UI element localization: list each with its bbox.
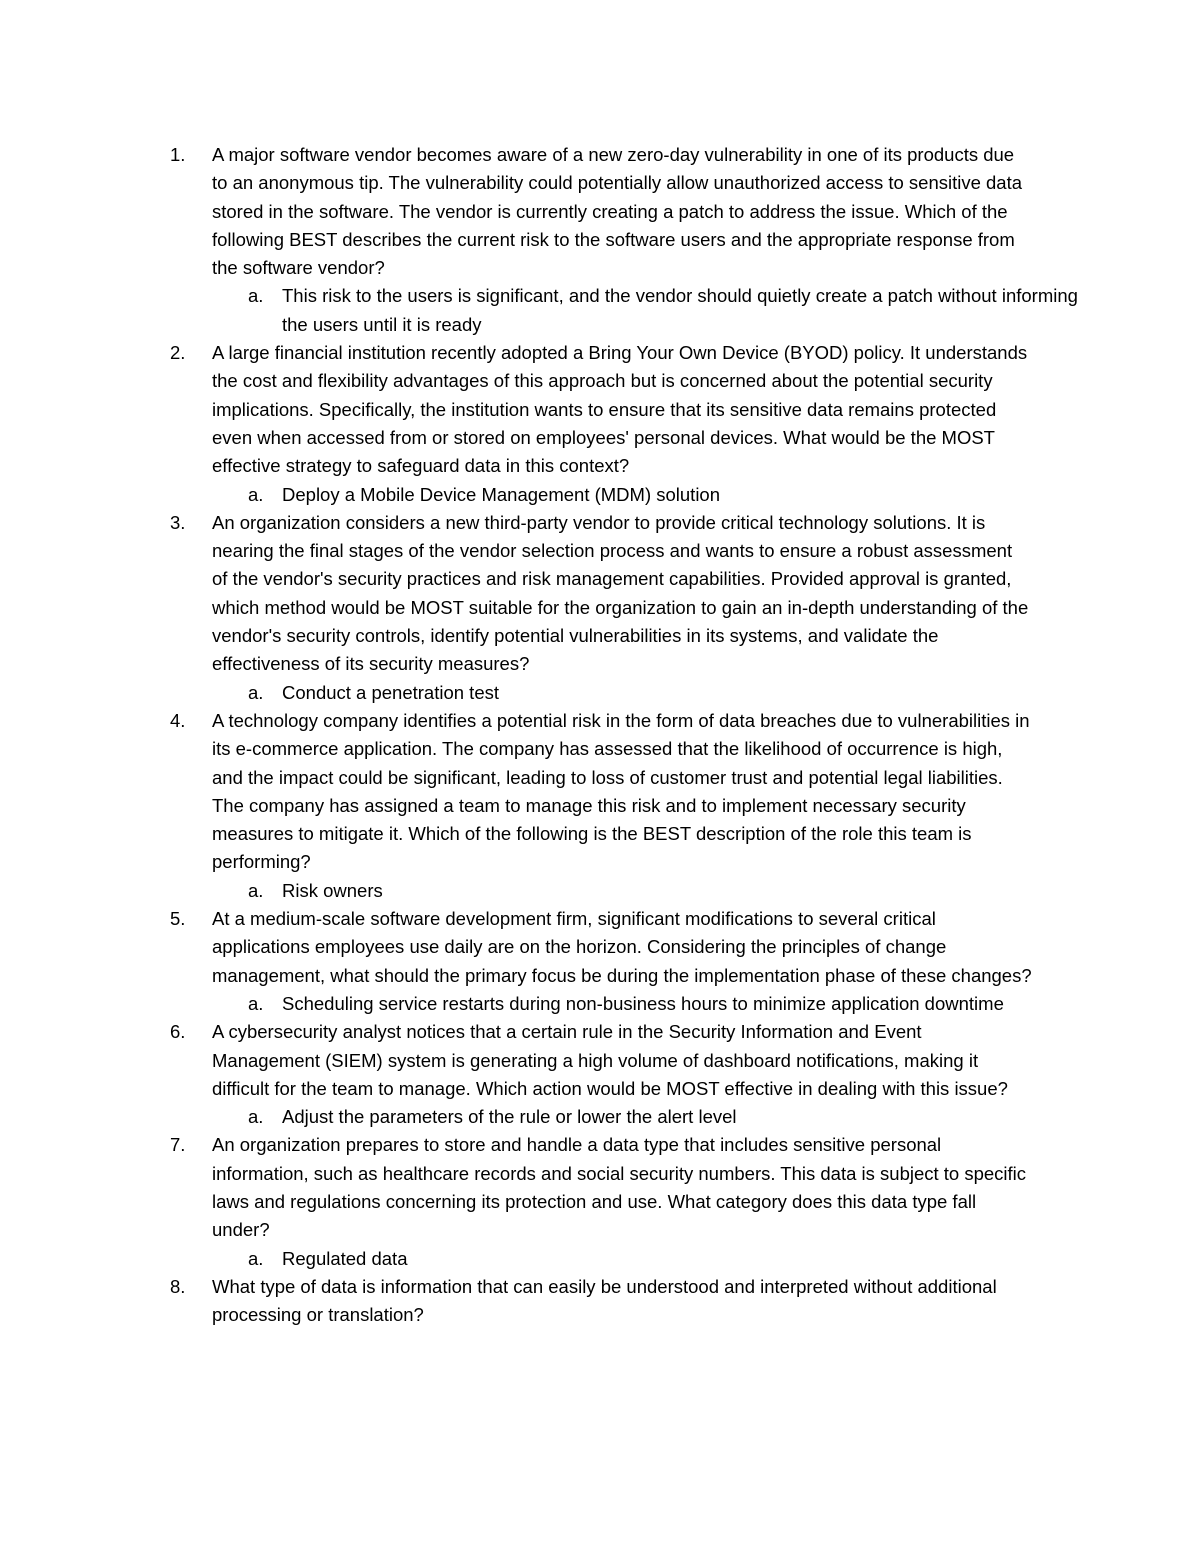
question-text: What type of data is information that can easily be understood and interpreted without additional processing or translation? bbox=[212, 1275, 997, 1326]
answer-text: Deploy a Mobile Device Management (MDM) solution bbox=[282, 483, 721, 505]
answer-label: a. bbox=[248, 879, 264, 901]
question-list bbox=[170, 141, 1078, 1329]
answer-text: Regulated data bbox=[282, 1247, 408, 1269]
question-item bbox=[170, 1018, 1070, 1131]
question-text: A technology company identifies a potential risk in the form of data breaches due to vulnerabilities in its e-commerce application. The company has assessed that the likelihood of occurrence is high, and the impact could be significant, leading to loss of customer trust and potential legal liabilities. The company has assigned a team to manage this risk and to implement necessary security measures to mitigate it. Which of the following is the BEST description of the role this team is performing? bbox=[212, 709, 1030, 873]
answer-text: Adjust the parameters of the rule or lower the alert level bbox=[282, 1106, 737, 1128]
answer-item bbox=[212, 481, 1102, 509]
question-number: 7. bbox=[170, 1134, 186, 1156]
question-text: An organization considers a new third-party vendor to provide critical technology solutions. It is nearing the final stages of the vendor selection process and wants to ensure a robust assessment of the vendor's security practices and risk management capabilities. Provided approval is granted, which method would be MOST suitable for the organization to gain an in-depth understanding of the vendor's security controls, identify potential vulnerabilities in its systems, and validate the effectiveness of its security measures? bbox=[212, 511, 1029, 675]
question-item bbox=[170, 905, 1070, 1018]
question-number: 5. bbox=[170, 908, 186, 930]
answer-text: Conduct a penetration test bbox=[282, 681, 500, 703]
question-number: 8. bbox=[170, 1275, 186, 1297]
question-item bbox=[170, 141, 1078, 339]
question-number: 3. bbox=[170, 511, 186, 533]
question-item bbox=[170, 707, 1070, 905]
answer-label: a. bbox=[248, 483, 264, 505]
question-number: 1. bbox=[170, 144, 186, 165]
question-text: An organization prepares to store and handle a data type that includes sensitive personal information, such as healthcare records and social security numbers. This data is subject to specific laws and regulations concerning its protection and use. What category does this data type fall under? bbox=[212, 1134, 1027, 1241]
answer-label: a. bbox=[248, 681, 264, 703]
answer-label: a. bbox=[248, 285, 264, 307]
answer-text: Scheduling service restarts during non-business hours to minimize application downtime bbox=[282, 992, 1004, 1014]
answer-item bbox=[212, 282, 1102, 339]
answer-text: This risk to the users is significant, and the vendor should quietly create a patch without informing the users until it is ready bbox=[282, 285, 1078, 335]
question-text: A major software vendor becomes aware of a new zero-day vulnerability in one of its products due to an anonymous tip. The vulnerability could potentially allow unauthorized access to sensitive data stored in the software. The vendor is currently creating a patch to address the issue. Which of the following BEST describes the current risk to the software users and the appropriate response from the software vendor? bbox=[212, 144, 1023, 279]
question-item bbox=[170, 1273, 1070, 1330]
answer-item bbox=[212, 679, 1102, 707]
question-item bbox=[170, 509, 1070, 707]
answer-label: a. bbox=[248, 1247, 264, 1269]
question-text: A cybersecurity analyst notices that a certain rule in the Security Information and Event Management (SIEM) system is generating a high volume of dashboard notifications, making it difficult for the team to manage. Which action would be MOST effective in dealing with this issue? bbox=[212, 1021, 1008, 1099]
question-number: 2. bbox=[170, 342, 186, 364]
answer-label: a. bbox=[248, 992, 264, 1014]
answer-item bbox=[212, 877, 1102, 905]
answer-label: a. bbox=[248, 1106, 264, 1128]
answer-text: Risk owners bbox=[282, 879, 383, 901]
question-number: 6. bbox=[170, 1021, 186, 1043]
question-text: At a medium-scale software development firm, significant modifications to several critical applications employees use daily are on the horizon. Considering the principles of change management, what should the primary focus be during the implementation phase of these changes? bbox=[212, 908, 1032, 986]
answer-item bbox=[212, 1245, 1102, 1273]
question-text: A large financial institution recently adopted a Bring Your Own Device (BYOD) policy. It understands the cost and flexibility advantages of this approach but is concerned about the potential security implications. Specifically, the institution wants to ensure that its sensitive data remains protected even when accessed from or stored on employees' personal devices. What would be the MOST effective strategy to safeguard data in this context? bbox=[212, 342, 1028, 477]
answer-item bbox=[212, 1103, 1102, 1131]
question-item bbox=[170, 339, 1070, 509]
answer-item bbox=[212, 990, 1102, 1018]
question-number: 4. bbox=[170, 709, 186, 731]
question-item bbox=[170, 1131, 1070, 1272]
